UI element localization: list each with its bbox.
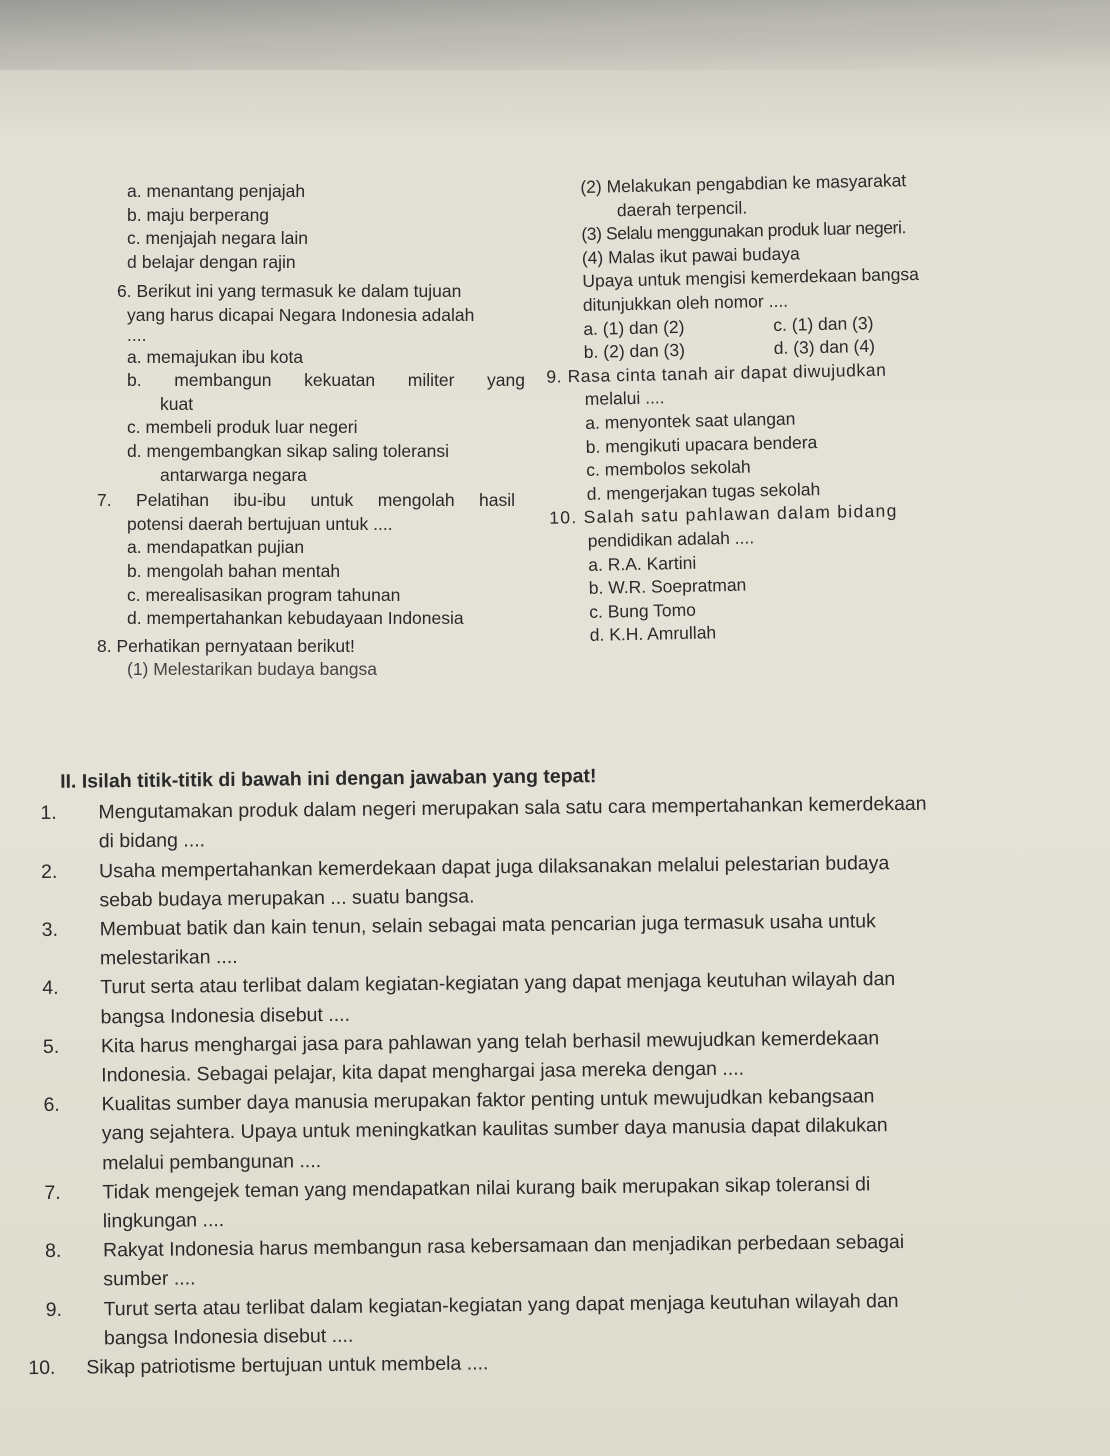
q8-stem: 8. Perhatikan pernyataan berikut! [97, 635, 355, 656]
essay-item [45, 1227, 1066, 1296]
q8-statement-1: (1) Melestarikan budaya bangsa [127, 659, 378, 680]
essay-item [42, 964, 1063, 1033]
handwritten-answer-mark: d [127, 251, 137, 272]
right-column [546, 161, 1010, 648]
item-number: 7. [44, 1181, 61, 1204]
essay-item [43, 1081, 1064, 1179]
essay-item [43, 1022, 1064, 1091]
item-text-line-2: sebab budaya merupakan ... suatu bangsa. [99, 885, 475, 912]
q7-option-c: c. merealisasikan program tahunan [127, 584, 401, 605]
item-text-line-1: Membuat batik dan kain tenun, selain sebagai mata pencarian juga termasuk usaha untuk [99, 910, 876, 941]
q7-option-a: a. mendapatkan pujian [127, 537, 305, 558]
q8-option-b: b. (2) dan (3) [583, 340, 686, 363]
q6-stem-line-2: yang harus dicapai Negara Indonesia adalah [127, 304, 475, 325]
item-number: 2. [40, 860, 58, 883]
q7-option-d: d. mempertahankan kebudayaan Indonesia [127, 608, 464, 629]
q6-option-c: c. membeli produk luar negeri [127, 417, 358, 438]
essay-section [28, 757, 1066, 1383]
item-text-line-1: Turut serta atau terlibat dalam kegiatan-kegiatan yang dapat menjaga keutuhan wilayah dan [100, 968, 896, 999]
q9-option-c: c. membolos sekolah [586, 456, 751, 481]
essay-item [41, 847, 1062, 916]
item-text-line-2: Indonesia. Sebagai pelajar, kita dapat menghargai jasa mereka dengan .... [101, 1057, 745, 1087]
item-text-line-1: Kualitas sumber daya manusia merupakan faktor penting untuk mewujudkan kebangsaan [101, 1085, 875, 1116]
item-number: 8. [44, 1240, 62, 1263]
q6-option-a: a. memajukan ibu kota [127, 346, 304, 367]
q6-option-d-line-1: d. mengembangkan sikap saling toleransi [127, 440, 449, 461]
q8-stem-right-line-2: ditunjukkan oleh nomor .... [582, 290, 789, 315]
q5-option-b: b. maju berperang [127, 204, 270, 225]
item-text-line-2: yang sejahtera. Upaya untuk meningkatkan kaulitas sumber daya manusia dapat dilakukan [101, 1114, 888, 1145]
q9-stem-line-2: melalui .... [584, 387, 665, 410]
item-number: 6. [43, 1094, 60, 1117]
item-text-line-1: Mengutamakan produk dalam negeri merupakan sala satu cara mempertahankan kemerdekaan [98, 792, 927, 824]
q8-statement-3: (3) Selalu menggunakan produk luar negeri. [581, 217, 907, 245]
q9-option-b: b. mengikuti upacara bendera [585, 431, 818, 457]
q5-option-d [117, 251, 537, 275]
essay-item [46, 1285, 1067, 1354]
q9-option-a: a. menyontek saat ulangan [585, 408, 796, 433]
q7-option-b: b. mengolah bahan mentah [127, 560, 341, 581]
q10-option-c: c. Bung Tomo [589, 599, 697, 622]
q8-option-c: c. (1) dan (3) [773, 312, 874, 335]
item-number: 1. [40, 802, 57, 825]
q8-statement-2-line-2: daerah terpencil. [616, 197, 748, 220]
q10-option-d: d. K.H. Amrullah [589, 622, 717, 646]
item-text-line-2: melestarikan .... [99, 946, 238, 970]
item-text-line-1: Sikap patriotisme bertujuan untuk membela .... [86, 1352, 489, 1379]
q8-stem-right-line-1: Upaya untuk mengisi kemerdekaan bangsa [582, 264, 920, 292]
essay-item [42, 905, 1063, 974]
q6-stem-line-3: .... [127, 324, 147, 345]
q10-option-b: b. W.R. Soepratman [588, 574, 747, 598]
item-text-line-2: lingkungan .... [102, 1209, 225, 1233]
q10-stem-line-1: 10. Salah satu pahlawan dalam bidang [549, 500, 898, 529]
item-text-line-2: bangsa Indonesia disebut .... [100, 1003, 351, 1029]
item-text-line-1: Usaha mempertahankan kemerdekaan dapat juga dilaksanakan melalui pelestarian budaya [98, 851, 890, 882]
q7-stem-line-1: 7. Pelatihan ibu-ibu untuk mengolah hasil [97, 490, 515, 511]
q9-option-d: d. mengerjakan tugas sekolah [586, 478, 821, 504]
q6-option-d-line-2: antarwarga negara [160, 464, 307, 485]
q9-stem-line-1: 9. Rasa cinta tanah air dapat diwujudkan [546, 359, 887, 387]
q8-statement-4: (4) Malas ikut pawai budaya [581, 243, 800, 268]
item-text-line-2: bangsa Indonesia disebut .... [103, 1324, 354, 1350]
item-text-line-3: melalui pembangunan .... [102, 1149, 322, 1175]
essay-item [44, 1168, 1065, 1237]
q7-stem-line-2: potensi daerah bertujuan untuk .... [127, 513, 393, 534]
item-text-line-1: Tidak mengejek teman yang mendapatkan nilai kurang baik merupakan sikap toleransi di [102, 1173, 871, 1204]
item-number: 4. [42, 977, 59, 1000]
essay-item [40, 789, 1061, 858]
left-column [97, 180, 537, 682]
q8-option-d: d. (3) dan (4) [773, 336, 876, 359]
q10-stem-line-2: pendidikan adalah .... [587, 527, 755, 551]
q5-option-c: c. menjajah negara lain [127, 228, 308, 249]
item-number: 3. [41, 918, 59, 942]
section-title: II. Isilah titik-titik di bawah ini dengan jawaban yang tepat! [60, 765, 597, 793]
item-text-line-2: di bidang .... [98, 829, 206, 853]
q8-statement-2-line-1: (2) Melakukan pengabdian ke masyarakat [580, 170, 907, 197]
q6-option-b-line-1: b. membangun kekuatan militer yang [127, 370, 525, 391]
item-number: 9. [45, 1298, 63, 1321]
q6-option-b-line-2: kuat [160, 393, 194, 414]
item-text-line-1: Rakyat Indonesia harus membangun rasa kebersamaan dan menjadikan perbedaan sebagai [102, 1231, 905, 1262]
q5-option-a: a. menantang penjajah [127, 181, 306, 201]
item-text-line-2: sumber .... [103, 1267, 196, 1291]
q5-option-d-text: belajar dengan rajin [141, 251, 296, 272]
q10-option-a: a. R.A. Kartini [588, 552, 697, 575]
item-text-line-1: Turut serta atau terlibat dalam kegiatan-kegiatan yang dapat menjaga keutuhan wilayah dan [103, 1289, 899, 1321]
item-text-line-1: Kita harus menghargai jasa para pahlawan yang telah berhasil mewujudkan kemerdekaan [100, 1027, 880, 1058]
q8-option-a: a. (1) dan (2) [583, 316, 685, 339]
q6-stem-line-1: 6. Berikut ini yang termasuk ke dalam tujuan [117, 281, 462, 302]
page-fold-shadow [0, 0, 1110, 70]
item-number: 5. [42, 1035, 60, 1058]
item-number: 10. [28, 1356, 56, 1380]
